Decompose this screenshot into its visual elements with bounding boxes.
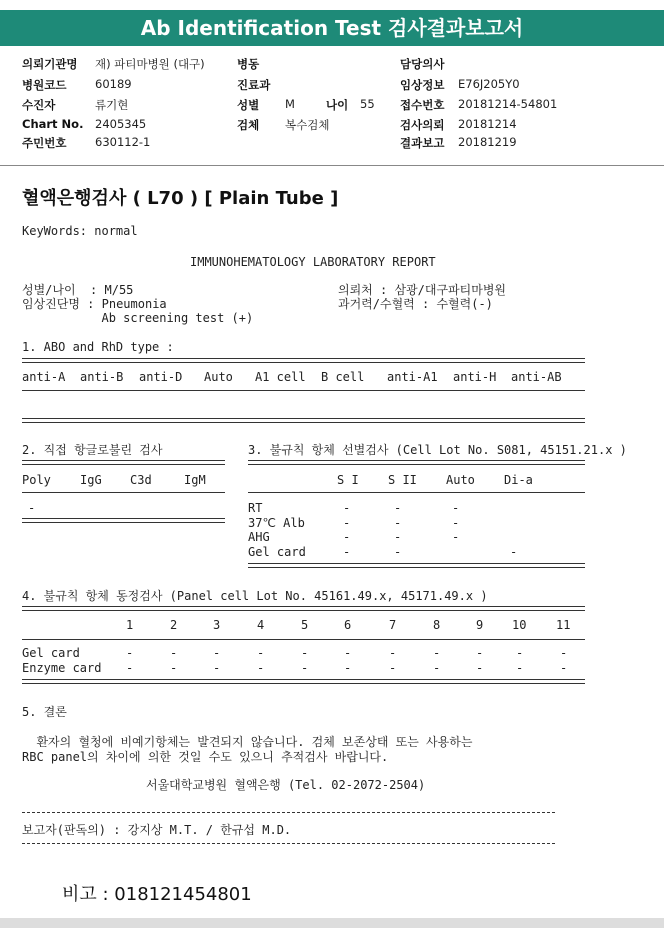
panel-value: -	[170, 661, 178, 675]
screen-value: -	[510, 545, 518, 559]
header-label: 임상정보	[400, 78, 445, 92]
header-label: 검체	[237, 118, 260, 132]
clinical-diagnosis-extra: Ab screening test (+)	[22, 311, 254, 325]
screen-col: S I	[337, 473, 359, 487]
divider	[248, 563, 585, 568]
screen-row-label: Gel card	[248, 545, 306, 559]
panel-value: -	[213, 646, 221, 660]
dat-col: Poly	[22, 473, 51, 487]
screen-row-label: AHG	[248, 530, 270, 544]
patient-header	[0, 49, 664, 166]
section4-title: 4. 불규칙 항체 동정검사 (Panel cell Lot No. 45161.49.x, 45171.49.x )	[22, 589, 488, 603]
panel-value: -	[476, 661, 484, 675]
screen-row-label: 37℃ Alb	[248, 516, 305, 530]
panel-value: -	[344, 646, 352, 660]
screen-col: Auto	[446, 473, 475, 487]
panel-value: -	[560, 661, 568, 675]
screen-value: -	[394, 530, 402, 544]
panel-value: -	[433, 661, 441, 675]
abo-col: B cell	[321, 370, 365, 384]
bottom-strip	[0, 918, 664, 928]
panel-col: 11	[556, 618, 571, 632]
sex-age: 성별/나이 : M/55	[22, 283, 134, 297]
divider	[22, 492, 225, 493]
panel-col: 10	[512, 618, 527, 632]
panel-value: -	[213, 661, 221, 675]
report-title: 혈액은행검사 ( L70 ) [ Plain Tube ]	[22, 188, 339, 209]
header-value: 55	[360, 97, 375, 111]
panel-value: -	[257, 646, 265, 660]
dat-col: IgM	[184, 473, 206, 487]
header-label: 병동	[237, 57, 260, 71]
header-label: 진료과	[237, 78, 271, 92]
screen-value: -	[452, 530, 460, 544]
header-label: 성별	[237, 98, 260, 112]
header-label: 의뢰기관명	[22, 57, 78, 71]
panel-value: -	[344, 661, 352, 675]
header-value: M	[285, 97, 295, 111]
abo-col: anti-A	[22, 370, 66, 384]
screen-col: S II	[388, 473, 417, 487]
header-value: 2405345	[95, 117, 147, 131]
panel-value: -	[170, 646, 178, 660]
panel-col: 4	[257, 618, 265, 632]
divider	[22, 812, 555, 813]
keywords: KeyWords: normal	[22, 224, 138, 238]
panel-value: -	[516, 661, 524, 675]
abo-col: anti-A1	[387, 370, 438, 384]
screen-value: -	[452, 501, 460, 515]
clinical-diagnosis: 임상진단명 : Pneumonia	[22, 297, 167, 311]
header-value: 복수검체	[285, 118, 330, 132]
panel-value: -	[389, 661, 397, 675]
panel-row-label: Gel card	[22, 646, 80, 660]
abo-col: anti-B	[80, 370, 124, 384]
panel-col: 6	[344, 618, 352, 632]
dat-col: C3d	[130, 473, 152, 487]
section2-title: 2. 직접 항글로불린 검사	[22, 443, 163, 457]
screen-value: -	[394, 545, 402, 559]
divider	[22, 390, 585, 391]
panel-col: 9	[476, 618, 484, 632]
panel-row-label: Enzyme card	[22, 661, 102, 675]
panel-value: -	[126, 661, 134, 675]
panel-value: -	[301, 646, 309, 660]
requester: 의뢰처 : 삼광/대구파티마병원	[338, 283, 507, 297]
dat-col: IgG	[80, 473, 102, 487]
reporter: 보고자(판독의) : 강지상 M.T. / 한규섭 M.D.	[22, 823, 292, 837]
panel-value: -	[516, 646, 524, 660]
header-value: 60189	[95, 77, 132, 91]
divider	[248, 492, 585, 493]
divider	[22, 418, 585, 423]
panel-value: -	[257, 661, 265, 675]
conclusion-line: 환자의 혈청에 비예기항체는 발견되지 않습니다. 검체 보존상태 또는 사용하는	[22, 735, 473, 749]
section3-title: 3. 불규칙 항체 선별검사 (Cell Lot No. S081, 45151.21.x )	[248, 443, 627, 457]
screen-col: Di-a	[504, 473, 533, 487]
header-label: 병원코드	[22, 78, 67, 92]
section1-title: 1. ABO and RhD type :	[22, 340, 174, 354]
transfusion-history: 과거력/수혈력 : 수혈력(-)	[338, 297, 493, 311]
divider	[22, 518, 225, 523]
header-label: 주민번호	[22, 136, 67, 150]
screen-value: -	[394, 516, 402, 530]
panel-value: -	[433, 646, 441, 660]
blood-bank-contact: 서울대학교병원 혈액은행 (Tel. 02-2072-2504)	[146, 778, 426, 792]
header-value: 20181219	[458, 135, 517, 149]
panel-value: -	[389, 646, 397, 660]
panel-value: -	[301, 661, 309, 675]
header-label: 수진자	[22, 98, 56, 112]
divider	[22, 460, 225, 465]
divider	[22, 606, 585, 611]
header-label: 담당의사	[400, 57, 445, 71]
divider	[248, 460, 585, 465]
panel-value: -	[126, 646, 134, 660]
header-label: Chart No.	[22, 117, 84, 131]
panel-col: 2	[170, 618, 178, 632]
header-label: 결과보고	[400, 136, 445, 150]
report-banner: Ab Identification Test 검사결과보고서	[0, 10, 664, 46]
screen-value: -	[394, 501, 402, 515]
panel-col: 1	[126, 618, 134, 632]
screen-value: -	[343, 545, 351, 559]
header-value: E76J205Y0	[458, 77, 520, 91]
lab-report-heading: IMMUNOHEMATOLOGY LABORATORY REPORT	[190, 255, 436, 269]
header-value: 20181214	[458, 117, 517, 131]
dat-value: -	[28, 501, 36, 515]
header-value: 재) 파티마병원 (대구)	[95, 57, 205, 71]
header-label: 나이	[326, 98, 349, 112]
panel-value: -	[560, 646, 568, 660]
panel-col: 5	[301, 618, 309, 632]
divider	[22, 843, 555, 844]
screen-value: -	[452, 516, 460, 530]
panel-col: 8	[433, 618, 441, 632]
panel-col: 7	[389, 618, 397, 632]
header-value: 20181214-54801	[458, 97, 558, 111]
divider	[22, 358, 585, 363]
divider	[22, 679, 585, 684]
remark: 비고 : 018121454801	[62, 884, 252, 905]
abo-col: anti-AB	[511, 370, 562, 384]
screen-value: -	[343, 501, 351, 515]
abo-col: Auto	[204, 370, 233, 384]
abo-col: anti-H	[453, 370, 497, 384]
divider	[22, 639, 585, 640]
header-label: 접수번호	[400, 98, 445, 112]
header-label: 검사의뢰	[400, 118, 445, 132]
screen-value: -	[343, 530, 351, 544]
screen-value: -	[343, 516, 351, 530]
conclusion-line: RBC panel의 차이에 의한 것일 수도 있으니 추적검사 바랍니다.	[22, 750, 389, 764]
section5-title: 5. 결론	[22, 705, 67, 719]
header-value: 630112-1	[95, 135, 151, 149]
panel-col: 3	[213, 618, 221, 632]
screen-row-label: RT	[248, 501, 263, 515]
panel-value: -	[476, 646, 484, 660]
abo-col: A1 cell	[255, 370, 306, 384]
header-value: 류기현	[95, 98, 129, 112]
abo-col: anti-D	[139, 370, 183, 384]
